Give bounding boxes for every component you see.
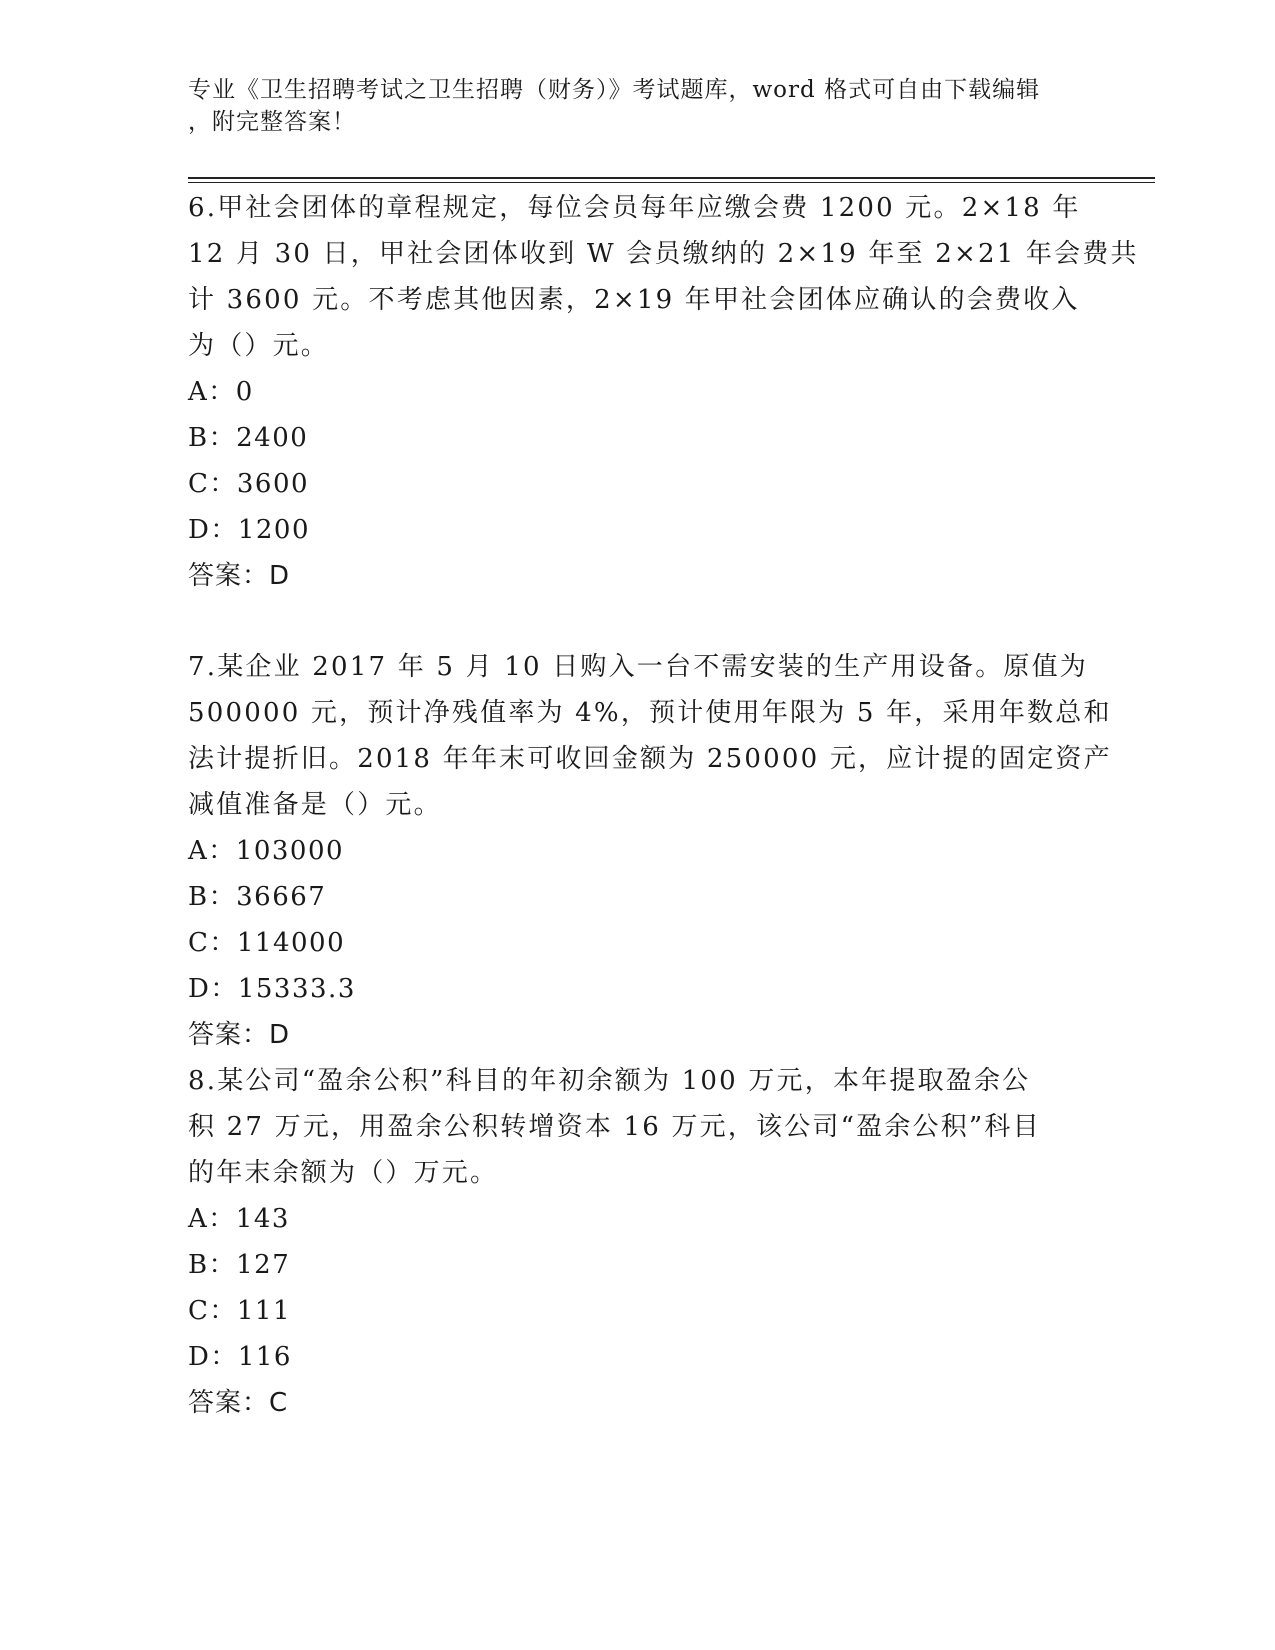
question-stem-line: 积 27 万元，用盈余公积转增资本 16 万元，该公司“盈余公积”科目 xyxy=(188,1112,1041,1142)
option-d: D：116 xyxy=(188,1342,292,1372)
question-8 xyxy=(188,1058,1088,1426)
option-a: A：103000 xyxy=(188,836,345,866)
header-divider-thin xyxy=(188,182,1155,183)
header-line-1: 专业《卫生招聘考试之卫生招聘（财务）》考试题库，word 格式可自由下载编辑 xyxy=(188,77,1041,103)
option-b: B：127 xyxy=(188,1250,291,1280)
option-c: C：3600 xyxy=(188,469,310,499)
question-stem-line: 计 3600 元。不考虑其他因素，2×19 年甲社会团体应确认的会费收入 xyxy=(188,285,1080,315)
option-a: A：143 xyxy=(188,1204,290,1234)
question-stem-line: 8.某公司“盈余公积”科目的年初余额为 100 万元，本年提取盈余公 xyxy=(188,1066,1031,1096)
question-stem-line: 为（）元。 xyxy=(188,331,330,361)
question-stem-line: 减值准备是（）元。 xyxy=(188,790,442,820)
header-line-2: ，附完整答案！ xyxy=(188,109,356,135)
option-a: A：0 xyxy=(188,377,254,407)
answer-text: 答案：D xyxy=(188,561,291,591)
option-b: B：36667 xyxy=(188,882,327,912)
question-7 xyxy=(188,644,1112,1058)
option-c: C：114000 xyxy=(188,928,346,958)
question-stem-line: 6.甲社会团体的章程规定，每位会员每年应缴会费 1200 元。2×18 年 xyxy=(188,193,1081,223)
header-divider-thick xyxy=(188,177,1155,179)
document-header xyxy=(188,74,1088,138)
question-6 xyxy=(188,185,1139,599)
option-d: D：15333.3 xyxy=(188,974,356,1004)
question-stem-line: 500000 元，预计净残值率为 4%，预计使用年限为 5 年，采用年数总和 xyxy=(188,698,1112,728)
option-d: D：1200 xyxy=(188,515,311,545)
answer-text: 答案：C xyxy=(188,1388,289,1418)
question-stem-line: 7.某企业 2017 年 5 月 10 日购入一台不需安装的生产用设备。原值为 xyxy=(188,652,1088,682)
question-stem-line: 的年末余额为（）万元。 xyxy=(188,1158,499,1188)
option-c: C：111 xyxy=(188,1296,292,1326)
answer-text: 答案：D xyxy=(188,1020,291,1050)
question-stem-line: 12 月 30 日，甲社会团体收到 W 会员缴纳的 2×19 年至 2×21 年会费共 xyxy=(188,239,1139,269)
option-b: B：2400 xyxy=(188,423,309,453)
question-stem-line: 法计提折旧。2018 年年末可收回金额为 250000 元，应计提的固定资产 xyxy=(188,744,1112,774)
